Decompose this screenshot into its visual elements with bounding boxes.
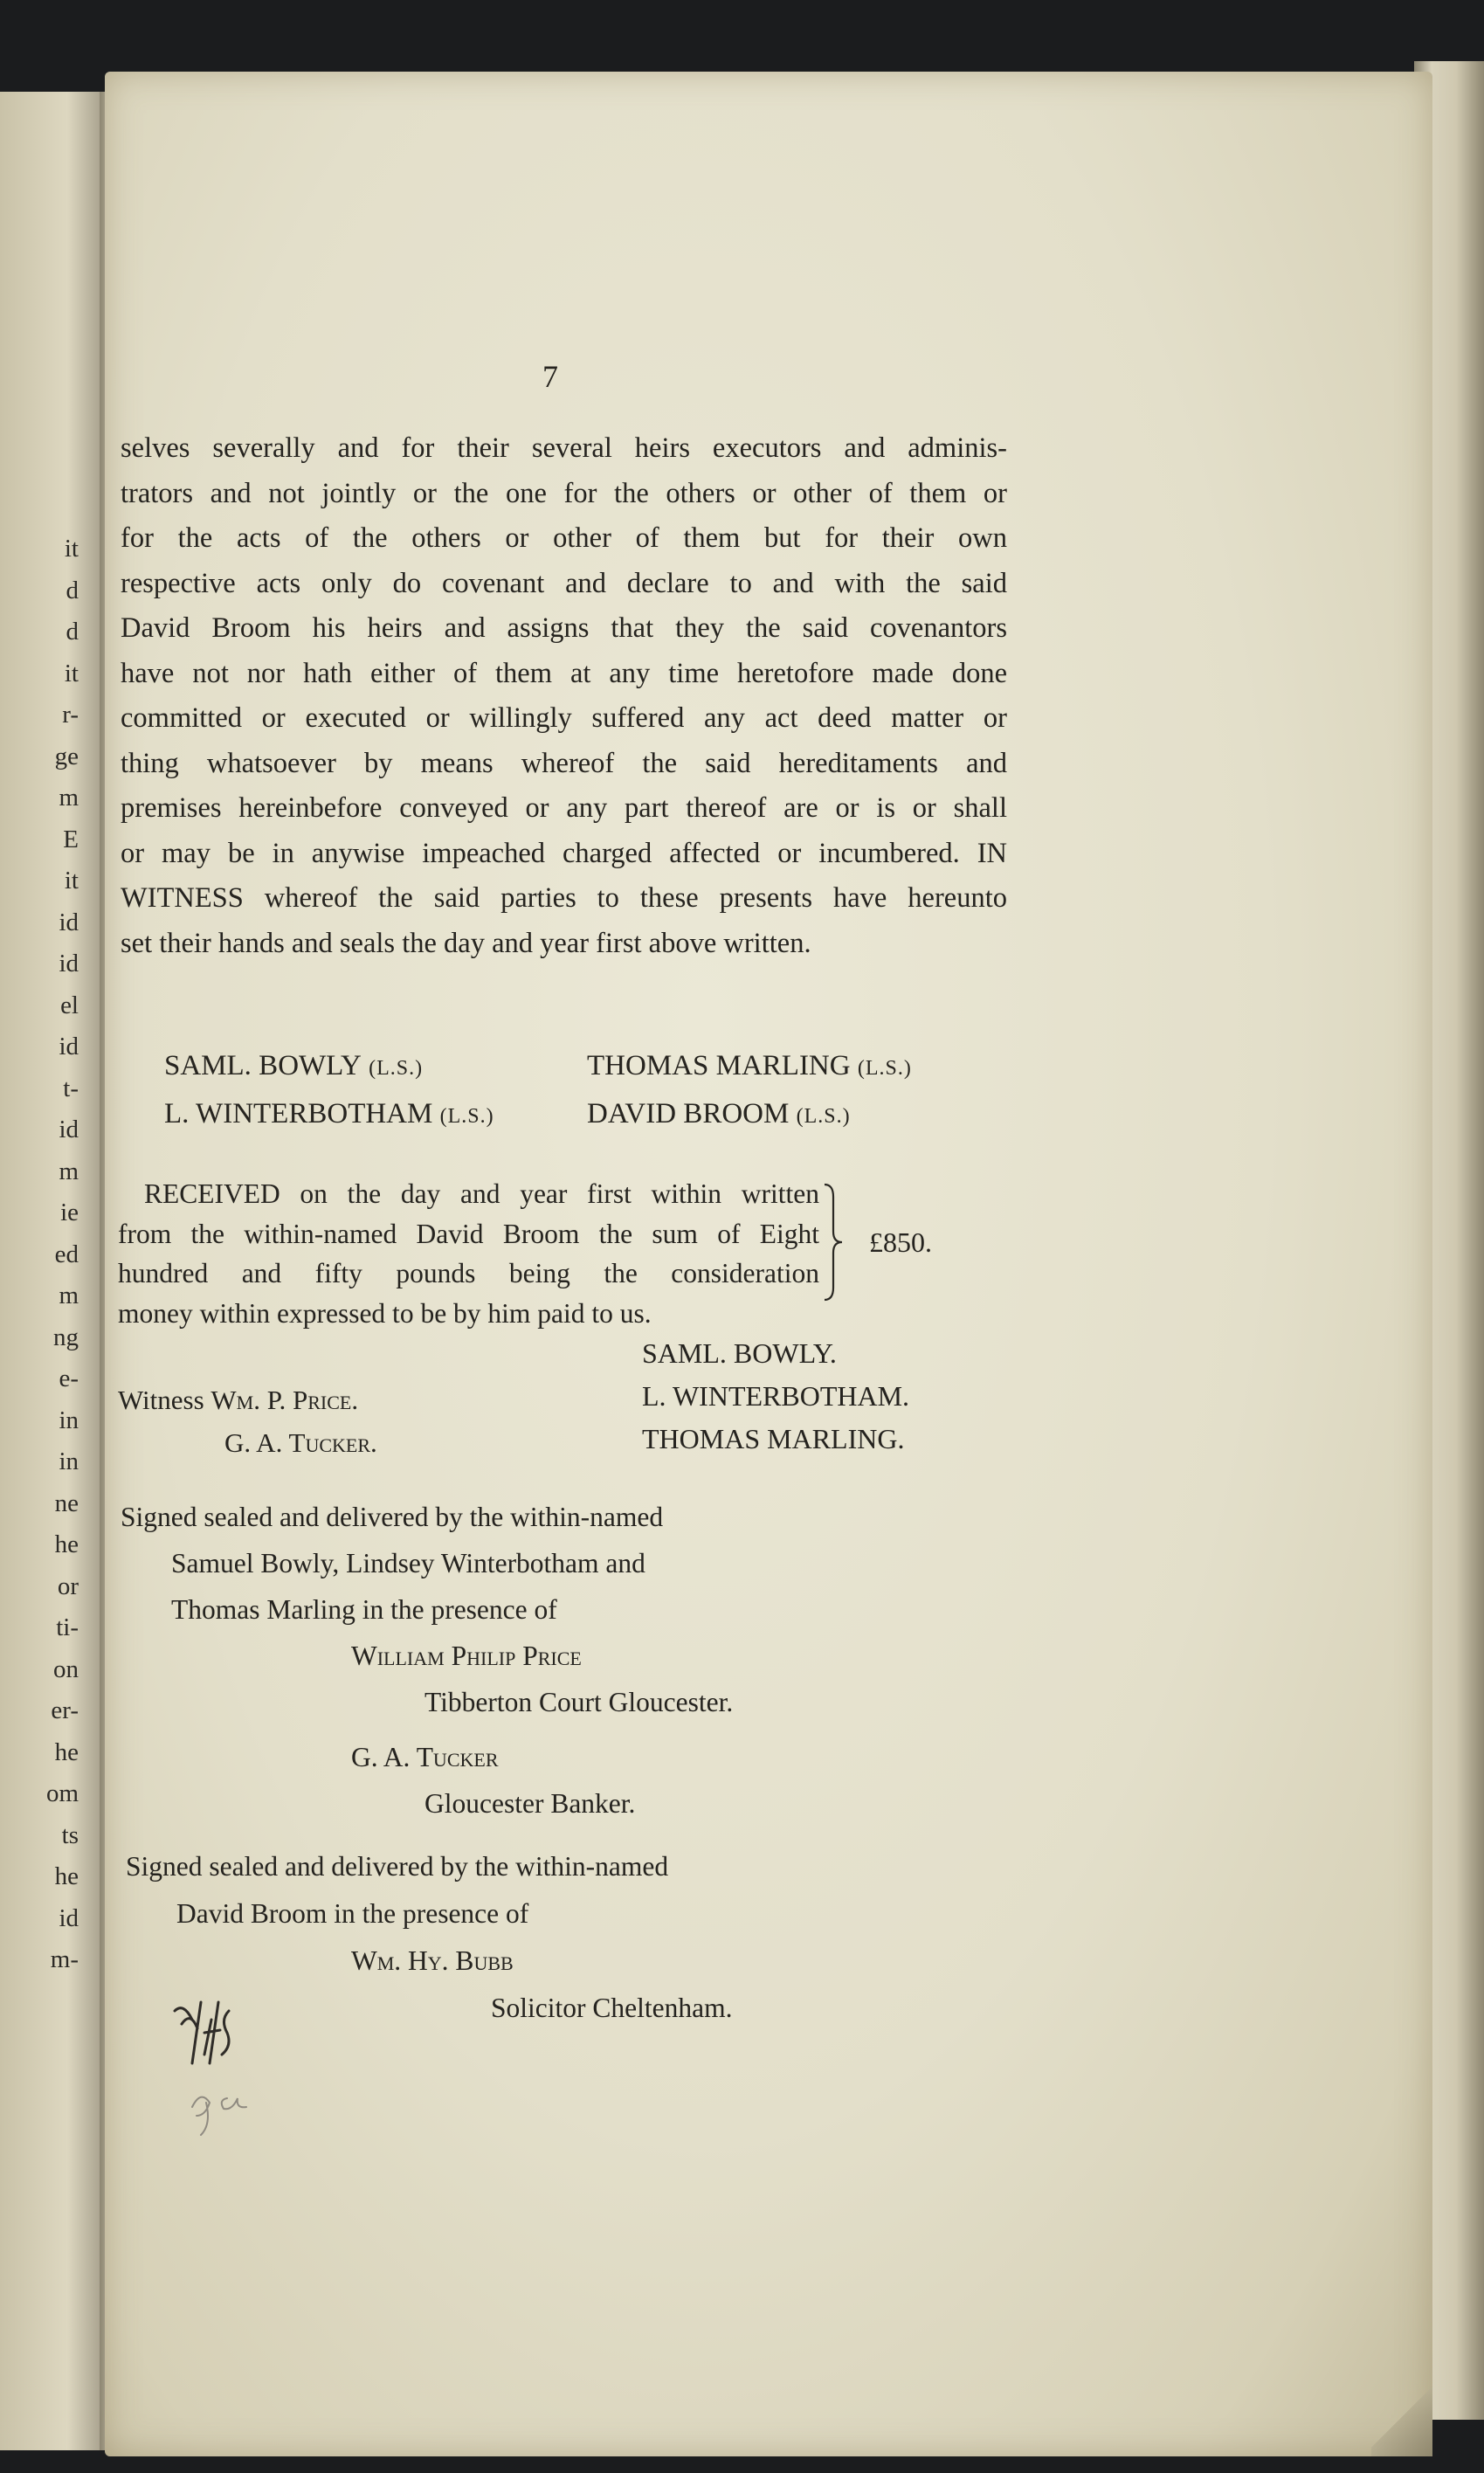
attesting-witness-name: G. A. Tucker (351, 1742, 499, 1772)
facing-page-fragment: m- (50, 1945, 79, 1973)
receipt-clause (118, 1174, 1044, 1333)
execution-line: Thomas Marling in the presence of (171, 1594, 557, 1625)
facing-page-fragment: d (66, 576, 79, 604)
attesting-witness-address: Tibberton Court Gloucester. (424, 1687, 734, 1717)
facing-page-fragment: m (59, 1157, 79, 1185)
execution-line: David Broom in the presence of (176, 1898, 529, 1929)
attesting-witness-name: Wm. Hy. Bubb (351, 1945, 514, 1976)
page-number: 7 (542, 359, 558, 394)
handwritten-annotation-icon (166, 1985, 341, 2142)
facing-page-fragment: d (66, 618, 79, 646)
facing-page-fragment: he (54, 1530, 79, 1558)
body-line: thing whatsoever by means whereof the said hereditaments and (121, 747, 1007, 779)
facing-page-fragment: in (59, 1406, 79, 1434)
execution-clause-1 (121, 1494, 733, 1827)
receipt-signatory: L. WINTERBOTHAM. (642, 1380, 910, 1412)
body-line: set their hands and seals the day and year first above written. (121, 927, 811, 959)
facing-page-fragment: on (53, 1654, 79, 1683)
body-line: trators and not jointly or the one for the others or other of them or (121, 477, 1007, 509)
body-line: selves severally and for their several heirs executors and adminis- (121, 432, 1007, 464)
execution-line: Samuel Bowly, Lindsey Winterbotham and (171, 1548, 645, 1578)
body-line: premises hereinbefore conveyed or any part thereof are or is or shall (121, 792, 1007, 824)
receipt-signatory: SAML. BOWLY. (642, 1337, 837, 1369)
facing-page-fragment: ed (54, 1240, 79, 1268)
receipt-amount: £850. (869, 1226, 932, 1258)
facing-page-fragment: it (64, 535, 79, 563)
facing-page-fragment: id (59, 908, 79, 936)
execution-line: Signed sealed and delivered by the within-named (121, 1502, 664, 1532)
attesting-witness-address: Gloucester Banker. (424, 1788, 636, 1819)
facing-page-fragment: he (54, 1862, 79, 1890)
body-line: respective acts only do covenant and declare to and with the said (121, 567, 1007, 599)
signatory-name: DAVID BROOM (587, 1098, 790, 1129)
facing-page-fragment: id (59, 950, 79, 977)
body-line: have not nor hath either of them at any time heretofore made done (121, 657, 1007, 689)
receipt-line: from the within-named David Broom the sum of Eight (118, 1218, 819, 1249)
receipt-line: money within expressed to be by him paid to us. (118, 1297, 652, 1329)
attesting-witness-name: William Philip Price (351, 1641, 582, 1671)
facing-page-fragment: r- (62, 701, 79, 729)
facing-page-fragment: t- (63, 1074, 79, 1102)
document-page (105, 72, 1432, 2456)
facing-page-fragment: E (63, 825, 79, 853)
facing-page (0, 92, 112, 2450)
signatory-name: THOMAS MARLING (587, 1050, 851, 1081)
facing-page-fragment: ts (61, 1820, 79, 1849)
facing-page-fragment: m (59, 784, 79, 812)
signatory-name: SAML. BOWLY (164, 1050, 362, 1081)
facing-page-fragment: id (59, 1903, 79, 1932)
facing-page-fragment: el (60, 991, 79, 1019)
receipt-line: hundred and fifty pounds being the consideration (118, 1258, 819, 1288)
facing-page-fragment: ng (53, 1323, 79, 1351)
receipt-signatories (642, 1332, 909, 1461)
receipt-signatory: THOMAS MARLING. (642, 1423, 905, 1454)
body-line: for the acts of the others or other of them but for their own (121, 522, 1007, 554)
covenant-paragraph (121, 426, 1007, 966)
facing-page-fragment: om (45, 1779, 79, 1807)
facing-page-fragment: or (57, 1572, 79, 1600)
facing-page-fragment: ti- (56, 1613, 79, 1641)
facing-page-fragment: e- (59, 1364, 79, 1392)
body-line: WITNESS whereof the said parties to these presents have hereunto (121, 882, 1007, 914)
facing-page-fragment: in (59, 1447, 79, 1475)
facing-page-fragment: it (64, 659, 79, 687)
seal-mark: (L.S.) (857, 1057, 912, 1080)
witness-name: Wm. P. Price. (211, 1385, 359, 1415)
facing-page-fragment: m (59, 1281, 79, 1309)
curly-brace-icon (823, 1181, 844, 1303)
witness-name: G. A. Tucker. (224, 1427, 377, 1458)
seal-mark: (L.S.) (369, 1057, 424, 1080)
receipt-witnesses (118, 1378, 377, 1464)
seal-mark: (L.S.) (796, 1105, 851, 1128)
seal-signatures (164, 1043, 1020, 1139)
receipt-line: RECEIVED on the day and year first within written (144, 1178, 819, 1209)
facing-page-fragment: id (59, 1033, 79, 1060)
body-line: or may be in anywise impeached charged affected or incumbered. IN (121, 837, 1007, 869)
facing-page-fragment: id (59, 1116, 79, 1143)
body-line: David Broom his heirs and assigns that they the said covenantors (121, 612, 1007, 644)
page-corner (1371, 2378, 1432, 2456)
seal-mark: (L.S.) (439, 1105, 494, 1128)
witness-label: Witness (118, 1385, 204, 1415)
facing-page-fragment: ie (60, 1199, 79, 1226)
signatory-name: L. WINTERBOTHAM (164, 1098, 433, 1129)
execution-line: Signed sealed and delivered by the within-named (126, 1851, 669, 1882)
facing-page-fragment: ge (54, 742, 79, 770)
body-line: committed or executed or willingly suffered any act deed matter or (121, 702, 1007, 734)
facing-page-fragment: ne (54, 1489, 79, 1517)
facing-page-fragment: he (54, 1737, 79, 1766)
attesting-witness-address: Solicitor Cheltenham. (491, 1993, 733, 2023)
facing-page-text-fragments (0, 528, 84, 1981)
facing-page-fragment: it (64, 867, 79, 895)
facing-page-fragment: er- (51, 1696, 79, 1724)
